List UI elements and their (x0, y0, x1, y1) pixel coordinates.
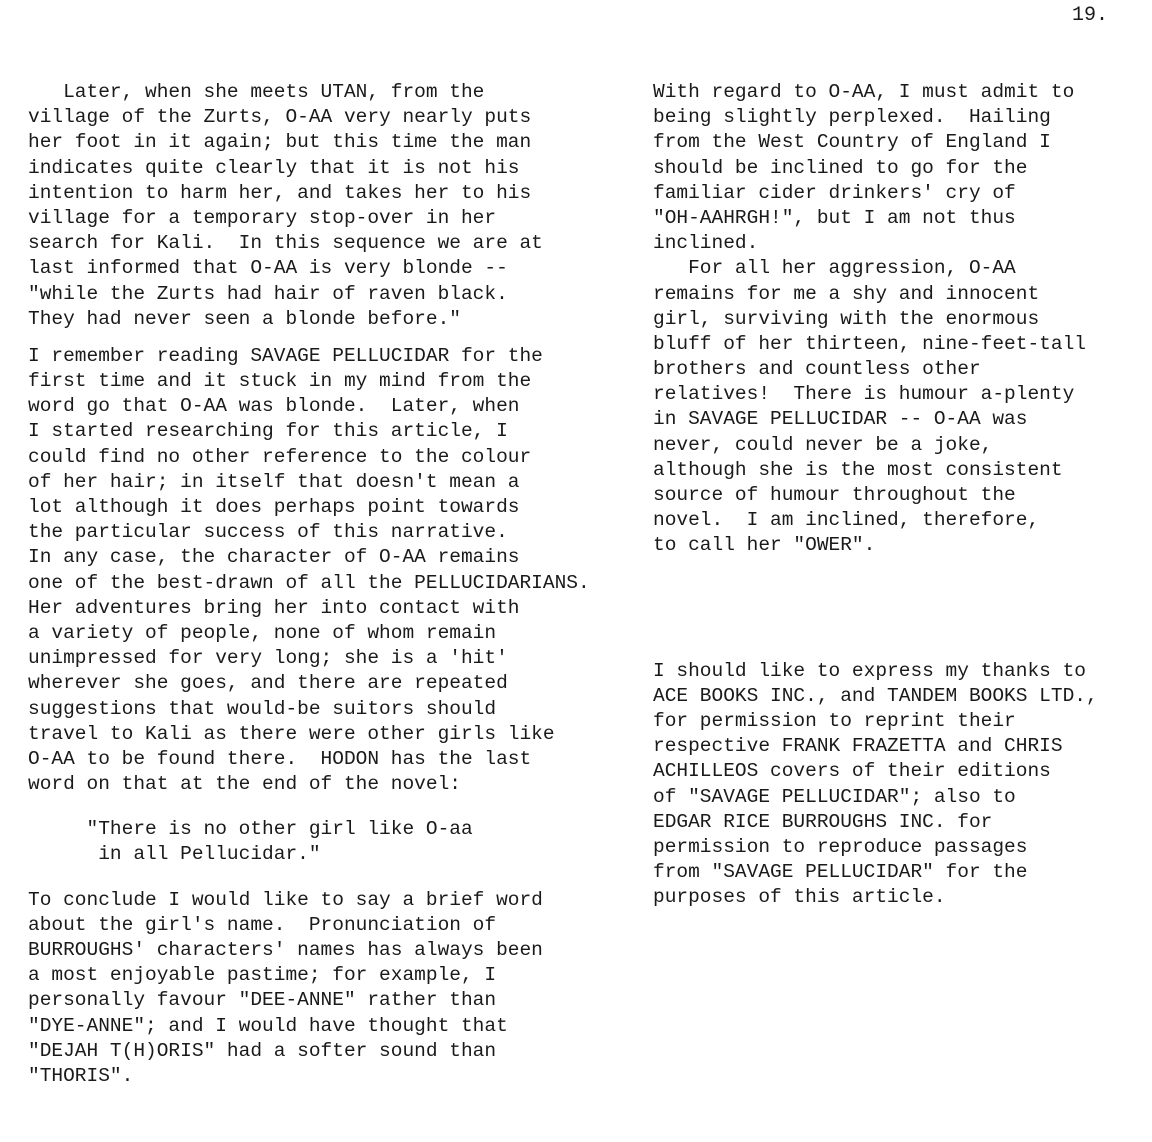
text-line: intention to harm her, and takes her to his (28, 181, 532, 204)
text-line: purposes of this article. (653, 886, 946, 909)
text-line: word on that at the end of the novel: (28, 773, 461, 796)
text-line: brothers and countless other (653, 358, 981, 381)
text-line: Later, when she meets UTAN, from the (28, 81, 485, 103)
text-line: ACHILLEOS covers of their editions (653, 760, 1051, 783)
text-line: should be inclined to go for the (653, 156, 1028, 179)
text-line: With regard to O-AA, I must admit to (653, 81, 1075, 103)
text-line: O-AA to be found there. HODON has the last (28, 747, 532, 770)
text-line: one of the best-drawn of all the PELLUCIDARIANS. (28, 571, 590, 594)
text-line: travel to Kali as there were other girls like (28, 722, 555, 745)
text-line: I should like to express my thanks to (653, 659, 1086, 682)
text-line: of "SAVAGE PELLUCIDAR"; also to (653, 785, 1016, 808)
text-line: search for Kali. In this sequence we are at (28, 232, 543, 255)
paragraph-spacer (28, 868, 638, 888)
text-line: inclined. (653, 232, 759, 255)
paragraph-spacer (28, 332, 638, 344)
page-number: 19. (1072, 4, 1109, 27)
text-line: To conclude I would like to say a brief word (28, 888, 543, 911)
quote-line: in all Pellucidar." (28, 843, 321, 866)
left-paragraph-utan (28, 80, 638, 332)
text-line: respective FRANK FRAZETTA and CHRIS (653, 735, 1063, 758)
text-line: last informed that O-AA is very blonde -- (28, 257, 508, 280)
text-line: In any case, the character of O-AA remains (28, 546, 520, 569)
text-line: could find no other reference to the colour (28, 445, 532, 468)
text-line: indicates quite clearly that it is not his (28, 156, 520, 179)
right-paragraph-pronunciation (653, 80, 1133, 559)
left-column (28, 80, 638, 1089)
text-line: bluff of her thirteen, nine-feet-tall (653, 332, 1086, 355)
paragraph-spacer (28, 797, 638, 817)
block-quote (28, 817, 638, 867)
text-line: "THORIS". (28, 1064, 134, 1087)
text-line: village for a temporary stop-over in her (28, 206, 497, 229)
text-line: novel. I am inclined, therefore, (653, 509, 1040, 532)
text-line: from "SAVAGE PELLUCIDAR" for the (653, 861, 1028, 884)
text-line: a most enjoyable pastime; for example, I (28, 964, 497, 987)
text-line: permission to reproduce passages (653, 835, 1028, 858)
text-line: village of the Zurts, O-AA very nearly puts (28, 106, 532, 129)
text-line: about the girl's name. Pronunciation of (28, 913, 497, 936)
text-line: "OH-AAHRGH!", but I am not thus (653, 206, 1016, 229)
text-line: BURROUGHS' characters' names has always been (28, 939, 543, 961)
text-line: personally favour "DEE-ANNE" rather than (28, 989, 497, 1012)
text-line: for permission to reprint their (653, 709, 1016, 732)
text-line: For all her aggression, O-AA (653, 257, 1016, 280)
text-line: remains for me a shy and innocent (653, 282, 1040, 305)
left-paragraph-blonde (28, 344, 638, 797)
text-line: They had never seen a blonde before." (28, 307, 461, 330)
text-line: in SAVAGE PELLUCIDAR -- O-AA was (653, 408, 1028, 431)
left-paragraph-conclusion (28, 888, 638, 1090)
text-line: familiar cider drinkers' cry of (653, 181, 1016, 204)
text-line: being slightly perplexed. Hailing (653, 106, 1051, 129)
text-line: "DEJAH T(H)ORIS" had a softer sound than (28, 1039, 497, 1062)
text-line: of her hair; in itself that doesn't mean a (28, 470, 520, 493)
text-line: her foot in it again; but this time the man (28, 131, 532, 154)
text-line: wherever she goes, and there are repeated (28, 672, 508, 695)
text-line: girl, surviving with the enormous (653, 307, 1040, 330)
right-column (653, 80, 1133, 910)
text-line: source of humour throughout the (653, 484, 1016, 506)
text-line: although she is the most consistent (653, 458, 1063, 481)
right-paragraph-acknowledgements (653, 659, 1133, 911)
text-line: I remember reading SAVAGE PELLUCIDAR for the (28, 344, 543, 367)
text-line: EDGAR RICE BURROUGHS INC. for (653, 810, 993, 833)
text-line: a variety of people, none of whom remain (28, 621, 497, 644)
text-line: the particular success of this narrative. (28, 521, 508, 544)
paragraph-spacer (653, 559, 1133, 659)
text-line: to call her "OWER". (653, 534, 876, 557)
text-line: ACE BOOKS INC., and TANDEM BOOKS LTD., (653, 684, 1098, 707)
text-line: Her adventures bring her into contact with (28, 596, 520, 619)
text-line: from the West Country of England I (653, 131, 1051, 154)
text-line: never, could never be a joke, (653, 433, 993, 456)
text-line: first time and it stuck in my mind from the (28, 370, 532, 393)
text-line: relatives! There is humour a-plenty (653, 383, 1075, 406)
text-line: "DYE-ANNE"; and I would have thought that (28, 1014, 508, 1037)
text-line: word go that O-AA was blonde. Later, when (28, 395, 520, 418)
text-line: lot although it does perhaps point towards (28, 496, 520, 518)
quote-line: "There is no other girl like O-aa (28, 818, 473, 841)
text-line: suggestions that would-be suitors should (28, 697, 497, 720)
text-line: I started researching for this article, I (28, 420, 508, 443)
text-line: "while the Zurts had hair of raven black. (28, 282, 508, 305)
text-line: unimpressed for very long; she is a 'hit' (28, 647, 508, 670)
